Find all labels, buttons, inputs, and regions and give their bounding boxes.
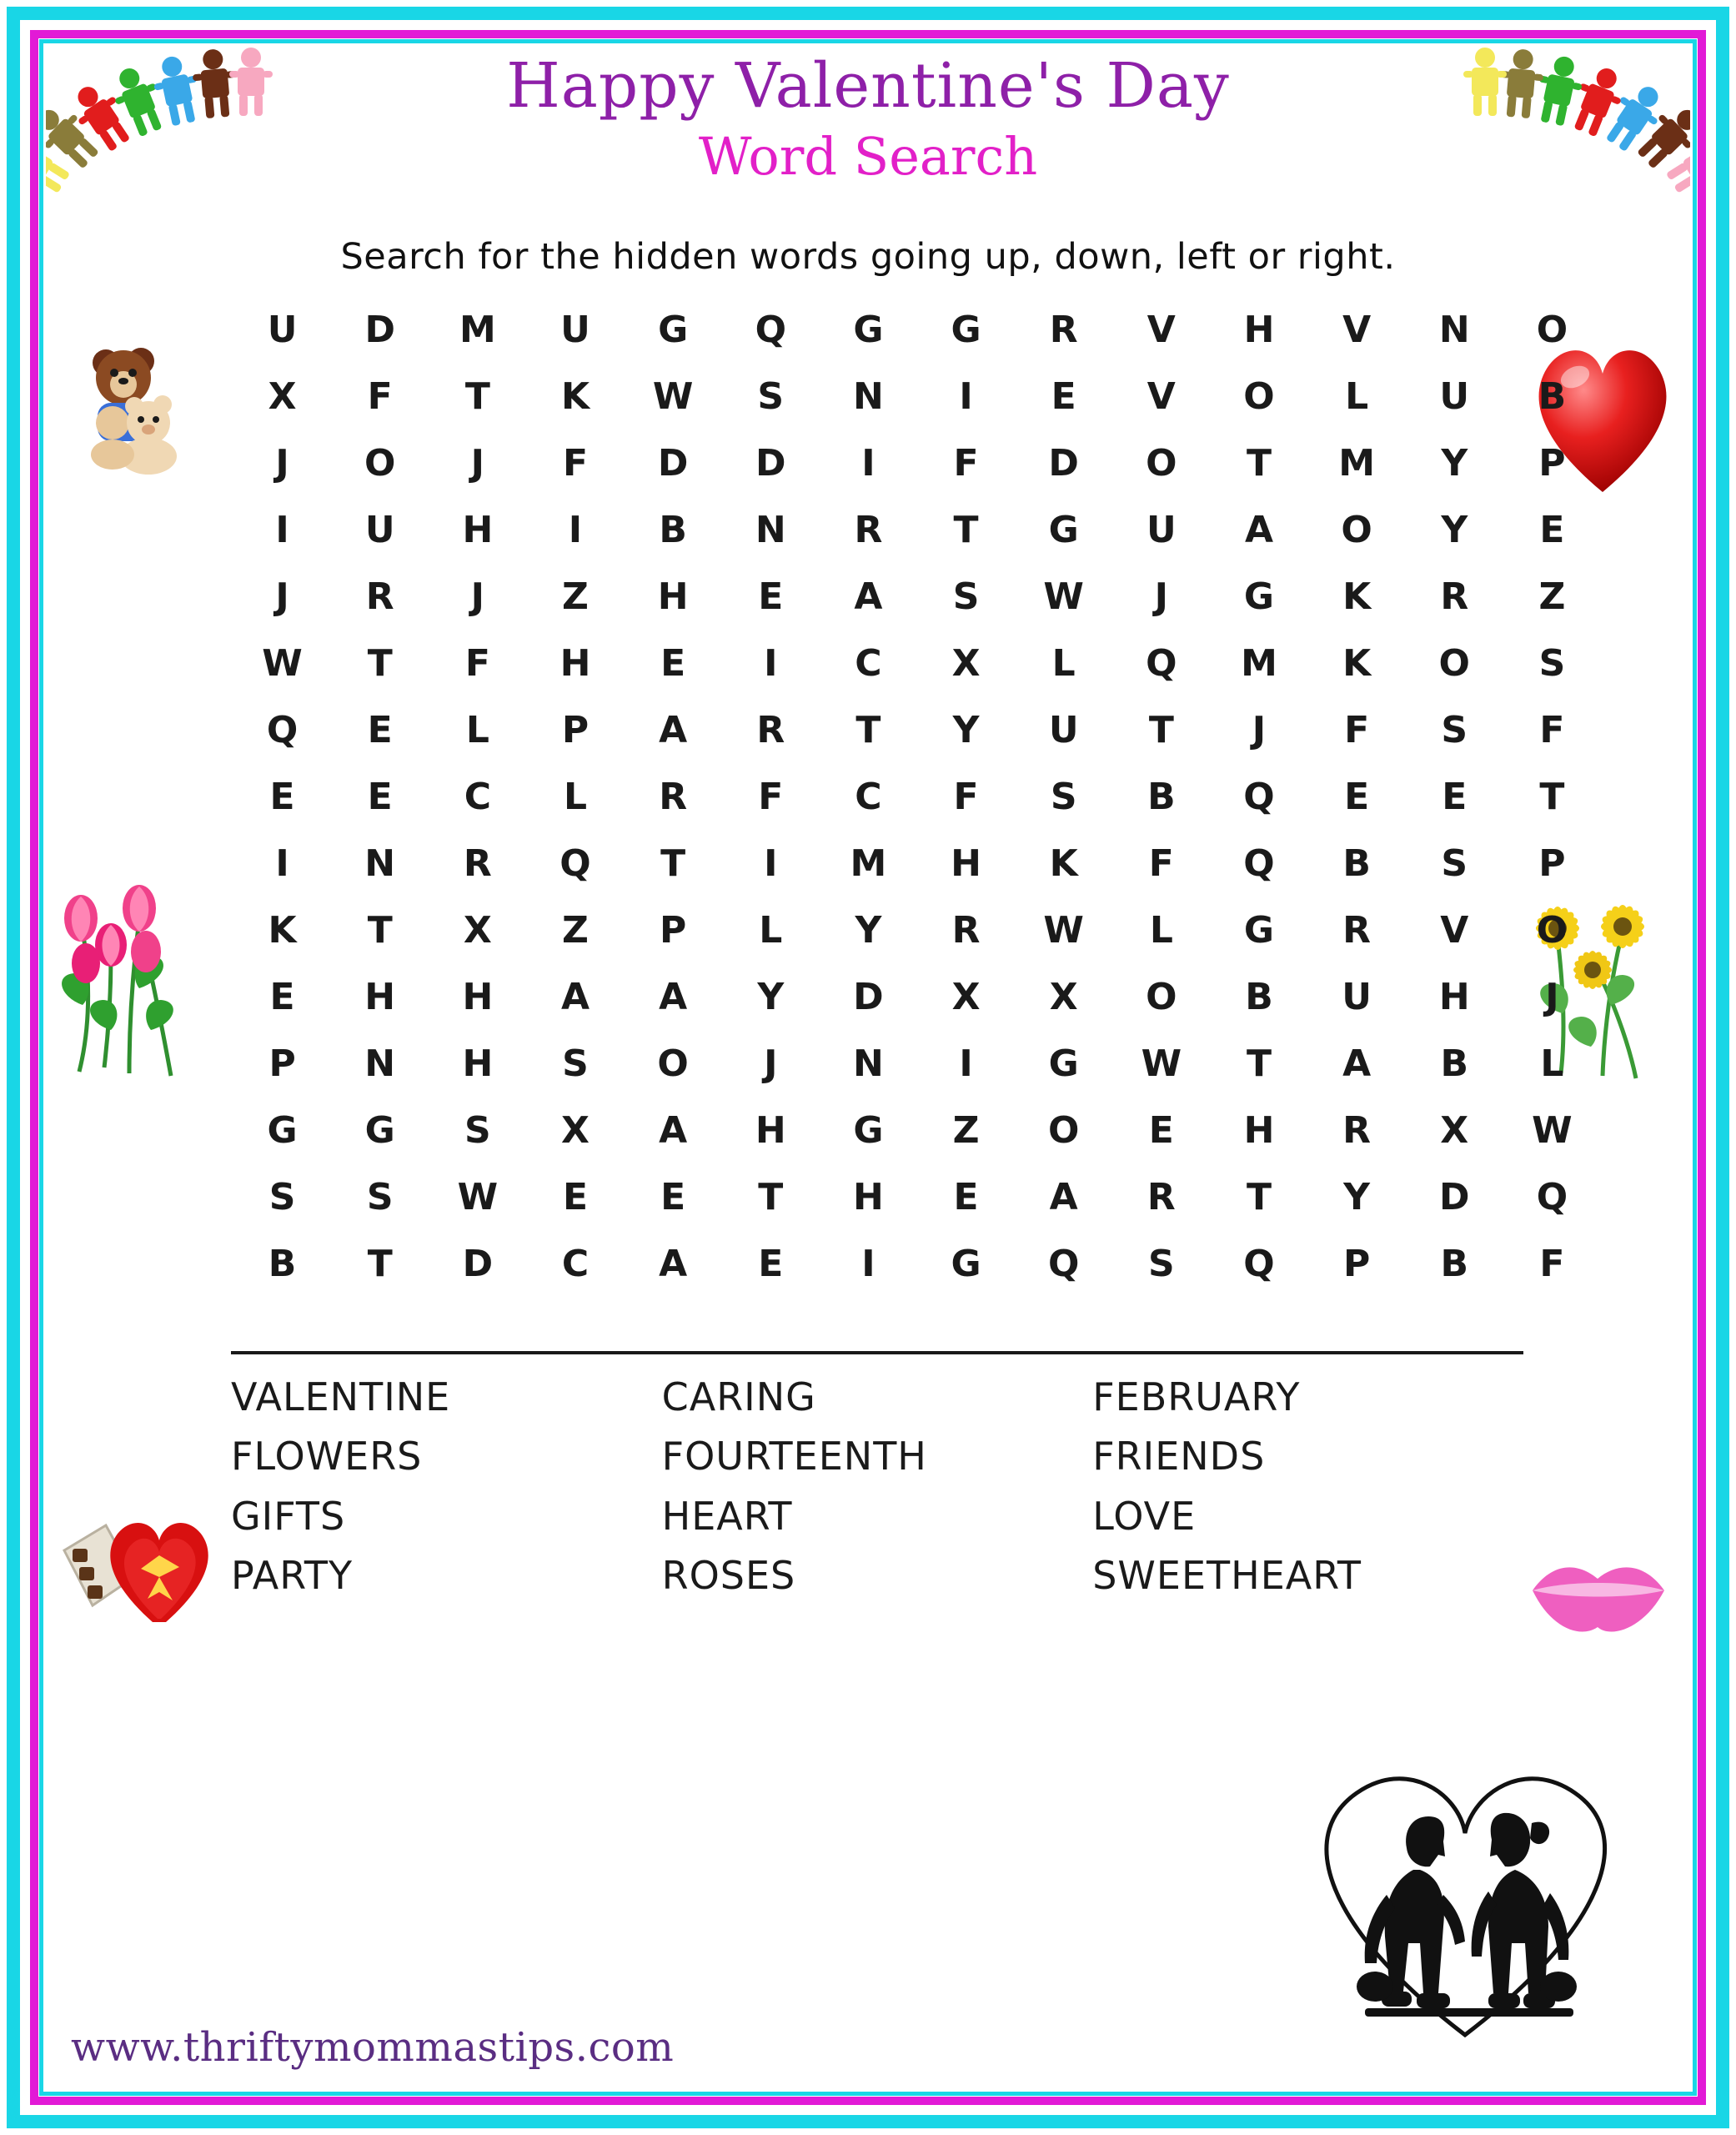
grid-letter: X [951, 975, 981, 1018]
grid-letter: B [1440, 1042, 1469, 1085]
grid-letter: T [464, 374, 490, 418]
grid-row [233, 630, 1601, 696]
grid-letter: F [1539, 1242, 1565, 1285]
grid-letter: A [854, 575, 883, 618]
grid-letter: O [1536, 308, 1568, 351]
grid-letter: U [364, 508, 395, 551]
word-list-item: FOURTEENTH [661, 1434, 927, 1479]
grid-letter: Q [559, 841, 591, 885]
grid-letter: D [1438, 1175, 1470, 1218]
grid-letter: Y [1441, 508, 1468, 551]
grid-letter: Q [1047, 1242, 1080, 1285]
word-list-item: FEBRUARY [1092, 1374, 1301, 1419]
title-main: Happy Valentine's Day [506, 50, 1230, 122]
pink-lips-kiss-icon [1519, 1539, 1678, 1647]
grid-letter: E [1344, 775, 1370, 818]
grid-letter: I [861, 1242, 876, 1285]
grid-letter: H [657, 575, 689, 618]
grid-letter: S [1050, 775, 1077, 818]
grid-letter: Y [855, 908, 882, 952]
grid-letter: G [951, 308, 981, 351]
grid-letter: H [755, 1108, 786, 1152]
word-list-item: ROSES [661, 1552, 796, 1598]
grid-letter: X [1440, 1108, 1469, 1152]
grid-letter: V [1146, 374, 1176, 418]
grid-letter: G [853, 308, 884, 351]
grid-letter: U [1048, 708, 1079, 751]
grid-letter: O [1146, 441, 1177, 485]
grid-letter: O [1243, 374, 1275, 418]
grid-letter: E [758, 575, 784, 618]
grid-letter: O [1146, 975, 1177, 1018]
grid-letter: V [1342, 308, 1372, 351]
grid-letter: P [561, 708, 590, 751]
grid-letter: U [1342, 975, 1372, 1018]
grid-letter: S [1441, 708, 1468, 751]
grid-letter: Z [562, 575, 589, 618]
grid-letter: S [464, 1108, 491, 1152]
grid-letter: I [764, 641, 778, 685]
grid-letter: A [659, 708, 688, 751]
word-list-item: PARTY [231, 1552, 354, 1598]
grid-letter: E [660, 641, 686, 685]
grid-letter: D [657, 441, 689, 485]
grid-letter: L [1345, 374, 1369, 418]
grid-letter: V [1146, 308, 1176, 351]
word-list-item: GIFTS [231, 1493, 346, 1539]
word-list-item: LOVE [1092, 1493, 1197, 1539]
grid-letter: X [1049, 975, 1078, 1018]
grid-letter: F [1148, 841, 1174, 885]
kissing-kids-silhouette-icon [1265, 1676, 1665, 2060]
grid-letter: D [853, 975, 884, 1018]
grid-letter: C [855, 775, 882, 818]
grid-letter: U [267, 308, 298, 351]
grid-letter: Q [1536, 1175, 1568, 1218]
grid-row [233, 1230, 1601, 1297]
grid-letter: I [861, 441, 876, 485]
grid-letter: A [659, 1108, 688, 1152]
grid-letter: S [366, 1175, 394, 1218]
grid-letter: S [1538, 641, 1566, 685]
grid-letter: J [275, 575, 289, 618]
word-list-column [231, 1368, 662, 1605]
word-search-grid [233, 296, 1601, 1297]
grid-letter: M [459, 308, 496, 351]
grid-row [233, 563, 1601, 630]
grid-letter: R [1049, 308, 1078, 351]
grid-letter: F [758, 775, 784, 818]
grid-letter: K [1049, 841, 1078, 885]
pink-roses-icon [46, 872, 221, 1080]
grid-letter: E [269, 975, 295, 1018]
grid-letter: T [660, 841, 686, 885]
grid-row [233, 496, 1601, 563]
grid-letter: S [562, 1042, 589, 1085]
grid-letter: T [367, 1242, 393, 1285]
grid-letter: T [953, 508, 979, 551]
word-list [231, 1351, 1523, 1605]
grid-row [233, 763, 1601, 830]
grid-letter: T [367, 908, 393, 952]
grid-letter: D [755, 441, 786, 485]
word-list-item: FRIENDS [1092, 1434, 1266, 1479]
grid-letter: B [1342, 841, 1371, 885]
grid-letter: K [560, 374, 590, 418]
grid-letter: N [853, 1042, 884, 1085]
grid-letter: H [364, 975, 396, 1018]
grid-letter: E [562, 1175, 589, 1218]
grid-letter: E [1442, 775, 1468, 818]
grid-letter: U [1439, 374, 1470, 418]
grid-letter: F [562, 441, 589, 485]
grid-letter: O [364, 441, 396, 485]
grid-letter: B [1440, 1242, 1469, 1285]
grid-letter: T [758, 1175, 784, 1218]
grid-letter: F [464, 641, 490, 685]
grid-letter: M [1338, 441, 1376, 485]
grid-letter: E [660, 1175, 686, 1218]
grid-letter: J [1252, 708, 1267, 751]
grid-row [233, 430, 1601, 496]
grid-letter: H [951, 841, 981, 885]
grid-letter: O [1341, 508, 1372, 551]
grid-letter: H [1243, 308, 1275, 351]
grid-letter: P [1538, 841, 1566, 885]
grid-letter: I [764, 841, 778, 885]
grid-letter: A [1049, 1175, 1078, 1218]
grid-letter: G [853, 1108, 884, 1152]
grid-letter: J [470, 575, 485, 618]
grid-letter: W [1532, 1108, 1573, 1152]
grid-letter: W [262, 641, 303, 685]
grid-letter: L [1540, 1042, 1564, 1085]
grid-letter: S [757, 374, 785, 418]
grid-letter: N [755, 508, 786, 551]
grid-letter: I [568, 508, 583, 551]
grid-letter: L [1149, 908, 1173, 952]
word-list-column [1092, 1368, 1523, 1605]
grid-letter: T [1246, 441, 1272, 485]
grid-letter: S [1147, 1242, 1175, 1285]
grid-letter: N [853, 374, 884, 418]
grid-letter: P [660, 908, 687, 952]
grid-letter: B [268, 1242, 297, 1285]
grid-letter: L [563, 775, 588, 818]
grid-letter: X [463, 908, 492, 952]
grid-letter: T [1246, 1042, 1272, 1085]
grid-letter: W [457, 1175, 499, 1218]
grid-letter: R [1342, 1108, 1372, 1152]
grid-letter: G [1048, 508, 1079, 551]
grid-letter: R [659, 775, 688, 818]
grid-letter: Z [952, 1108, 980, 1152]
grid-letter: E [367, 708, 393, 751]
grid-row [233, 1097, 1601, 1163]
grid-letter: G [1048, 1042, 1079, 1085]
grid-letter: L [1051, 641, 1076, 685]
grid-letter: A [659, 1242, 688, 1285]
grid-letter: I [959, 1042, 973, 1085]
grid-letter: K [1342, 575, 1372, 618]
grid-letter: E [758, 1242, 784, 1285]
grid-row [233, 830, 1601, 897]
grid-letter: W [1043, 575, 1084, 618]
grid-letter: W [1141, 1042, 1182, 1085]
word-list-item: VALENTINE [231, 1374, 451, 1419]
grid-letter: H [462, 975, 494, 1018]
grid-letter: K [268, 908, 297, 952]
grid-letter: G [267, 1108, 298, 1152]
grid-row [233, 696, 1601, 763]
grid-letter: G [1243, 575, 1275, 618]
grid-letter: D [364, 308, 395, 351]
grid-letter: C [464, 775, 491, 818]
grid-letter: A [1244, 508, 1273, 551]
grid-letter: C [855, 641, 882, 685]
grid-letter: H [853, 1175, 884, 1218]
grid-letter: D [1048, 441, 1079, 485]
grid-letter: Y [1343, 1175, 1371, 1218]
grid-letter: S [952, 575, 980, 618]
grid-letter: S [1441, 841, 1468, 885]
grid-letter: F [1344, 708, 1370, 751]
grid-letter: G [951, 1242, 981, 1285]
grid-letter: R [463, 841, 492, 885]
grid-letter: A [560, 975, 590, 1018]
grid-letter: L [759, 908, 783, 952]
grid-letter: H [462, 508, 494, 551]
word-list-item: SWEETHEART [1092, 1552, 1362, 1598]
grid-letter: B [1147, 775, 1176, 818]
teddy-bears-icon [54, 329, 221, 488]
grid-letter: R [365, 575, 394, 618]
grid-letter: I [959, 374, 973, 418]
grid-letter: A [659, 975, 688, 1018]
grid-letter: V [1440, 908, 1469, 952]
grid-letter: A [1342, 1042, 1372, 1085]
grid-letter: X [951, 641, 981, 685]
grid-letter: B [659, 508, 687, 551]
grid-letter: G [364, 1108, 395, 1152]
grid-letter: J [1545, 975, 1559, 1018]
grid-letter: T [1148, 708, 1174, 751]
grid-letter: J [470, 441, 485, 485]
grid-letter: J [1154, 575, 1169, 618]
grid-letter: Q [266, 708, 299, 751]
grid-letter: E [953, 1175, 979, 1218]
grid-letter: U [1146, 508, 1177, 551]
grid-letter: Y [1441, 441, 1468, 485]
grid-letter: B [1538, 374, 1567, 418]
grid-letter: T [1246, 1175, 1272, 1218]
grid-letter: C [561, 1242, 590, 1285]
grid-letter: N [1438, 308, 1470, 351]
grid-letter: E [269, 775, 295, 818]
grid-letter: X [561, 1108, 590, 1152]
grid-letter: F [1539, 708, 1565, 751]
grid-letter: W [652, 374, 694, 418]
grid-letter: Q [1243, 1242, 1275, 1285]
grid-letter: J [275, 441, 289, 485]
grid-letter: Y [757, 975, 785, 1018]
grid-letter: P [268, 1042, 296, 1085]
word-list-item: HEART [661, 1493, 793, 1539]
grid-letter: R [756, 708, 785, 751]
grid-letter: Y [952, 708, 980, 751]
grid-letter: O [657, 1042, 689, 1085]
title-sub: Word Search [698, 125, 1038, 187]
grid-letter: X [268, 374, 297, 418]
grid-letter: W [1043, 908, 1084, 952]
word-list-column [662, 1368, 1093, 1605]
grid-letter: P [1342, 1242, 1371, 1285]
footer-url: www.thriftymommastips.com [71, 2024, 675, 2071]
grid-letter: P [1538, 441, 1566, 485]
grid-letter: F [953, 775, 979, 818]
grid-row [233, 296, 1601, 363]
grid-letter: L [465, 708, 489, 751]
grid-letter: T [1539, 775, 1565, 818]
grid-letter: U [560, 308, 590, 351]
grid-row [233, 897, 1601, 963]
grid-letter: M [850, 841, 887, 885]
grid-letter: T [367, 641, 393, 685]
grid-letter: N [364, 841, 396, 885]
grid-letter: B [1245, 975, 1273, 1018]
grid-letter: E [1539, 508, 1565, 551]
grid-letter: Q [1243, 775, 1275, 818]
grid-letter: K [1342, 641, 1372, 685]
grid-row [233, 963, 1601, 1030]
grid-letter: E [367, 775, 393, 818]
grid-letter: R [1342, 908, 1372, 952]
grid-letter: R [951, 908, 981, 952]
grid-letter: I [275, 841, 289, 885]
grid-letter: Q [755, 308, 786, 351]
grid-letter: H [1243, 1108, 1275, 1152]
grid-letter: E [1148, 1108, 1174, 1152]
grid-letter: O [1536, 908, 1568, 952]
word-list-item: CARING [661, 1374, 816, 1419]
grid-letter: Z [1538, 575, 1566, 618]
grid-letter: N [364, 1042, 396, 1085]
grid-letter: H [1438, 975, 1470, 1018]
grid-row [233, 1163, 1601, 1230]
instruction-text: Search for the hidden words going up, down, left or right. [340, 236, 1396, 278]
grid-letter: F [953, 441, 979, 485]
grid-row [233, 363, 1601, 430]
grid-letter: O [1047, 1108, 1080, 1152]
grid-letter: G [658, 308, 689, 351]
word-list-item: FLOWERS [231, 1434, 423, 1479]
grid-letter: J [764, 1042, 778, 1085]
grid-letter: Z [562, 908, 589, 952]
grid-letter: E [1051, 374, 1076, 418]
grid-letter: O [1438, 641, 1470, 685]
grid-letter: Q [1146, 641, 1177, 685]
grid-letter: H [559, 641, 591, 685]
grid-letter: G [1243, 908, 1275, 952]
chocolate-box-heart-icon [54, 1497, 221, 1639]
grid-letter: S [268, 1175, 296, 1218]
page-title [46, 50, 1690, 187]
grid-letter: T [855, 708, 881, 751]
grid-table [233, 296, 1601, 1297]
worksheet-content [46, 46, 1690, 2089]
grid-letter: R [1146, 1175, 1176, 1218]
grid-row [233, 1030, 1601, 1097]
grid-letter: R [854, 508, 883, 551]
grid-letter: H [462, 1042, 494, 1085]
grid-letter: I [275, 508, 289, 551]
grid-letter: M [1241, 641, 1277, 685]
grid-letter: Q [1243, 841, 1275, 885]
grid-letter: F [367, 374, 393, 418]
grid-letter: D [462, 1242, 494, 1285]
grid-letter: R [1440, 575, 1469, 618]
